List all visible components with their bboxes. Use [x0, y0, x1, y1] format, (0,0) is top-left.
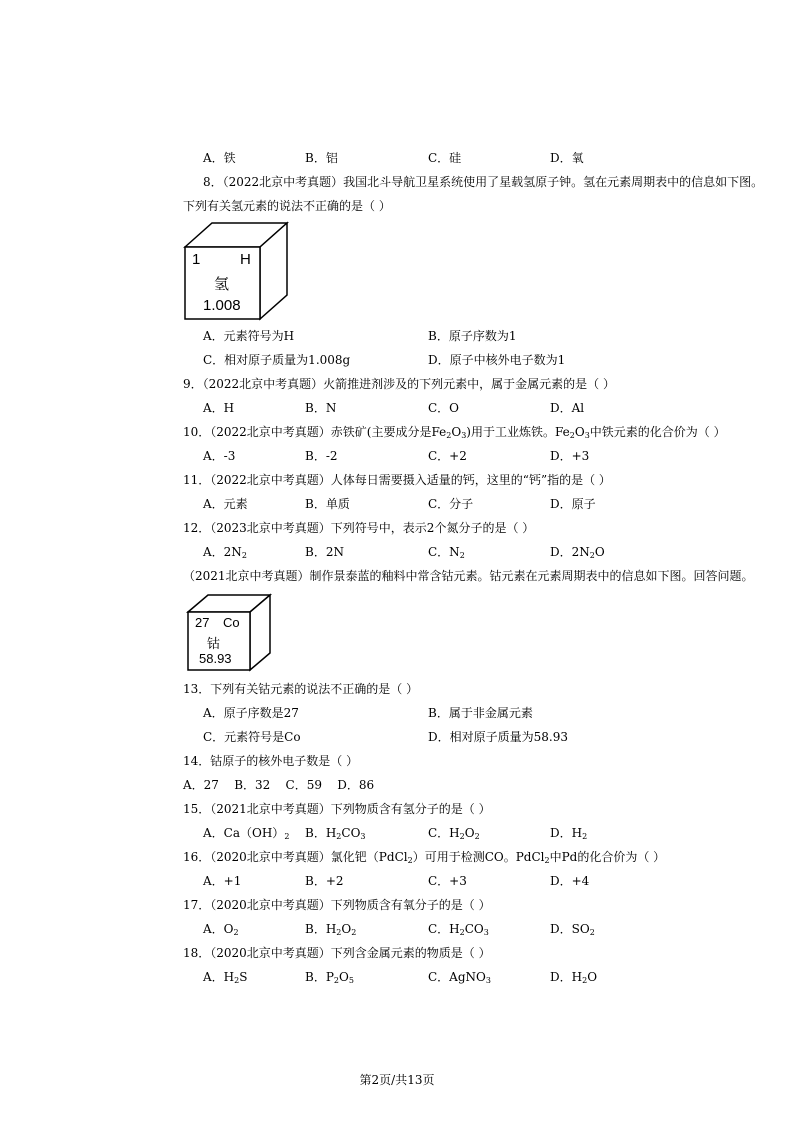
q10-option-c: C．+2 — [428, 449, 467, 463]
cobalt-name: 钴 — [207, 636, 221, 651]
q16-option-c: C．+3 — [428, 874, 467, 888]
q10-option-a: A．-3 — [203, 449, 236, 463]
page-footer: 第2页/共13页 — [359, 1073, 435, 1087]
hydrogen-element-cell — [184, 222, 290, 320]
hydrogen-name: 氢 — [214, 276, 230, 293]
cobalt-atomic-mass: 58.93 — [199, 651, 232, 666]
q13-option-b: B．属于非金属元素 — [428, 706, 533, 720]
q16-option-d: D．+4 — [550, 874, 590, 888]
q9-option-d: D．Al — [550, 401, 585, 415]
q18-option-a: A．$H_2S$ — [203, 970, 248, 985]
q10-option-b: B．-2 — [305, 449, 338, 463]
q15-option-c: C．$H_2O_2$ — [428, 826, 480, 841]
q18-option-b: B．$P_2O_5$ — [305, 970, 354, 985]
q15-option-a: A．$Ca(OH)_2$ — [203, 826, 290, 841]
q11-stem: 11．（2022北京中考真题）人体每日需要摄入适量的钙，这里的“钙”指的是（ ） — [183, 473, 611, 487]
q12-option-c: C．$N_2$ — [428, 545, 465, 560]
q13-option-d: D．相对原子质量为58.93 — [428, 730, 568, 744]
q12-option-b: B．2N — [305, 545, 344, 559]
q16-stem: 16．（2020北京中考真题）氯化钯（PdCl$_2$）可用于检测CO。PdCl$_2$中Pd的化合价为（ ） — [183, 850, 666, 865]
q8-stem-line2: 下列有关氢元素的说法不正确的是（ ） — [183, 199, 391, 213]
q8-option-d: D．原子中核外电子数为1 — [428, 353, 566, 367]
q14-options: A．27 B．32 C．59 D．86 — [183, 778, 375, 792]
q18-option-d: D．$H_2O$ — [550, 970, 598, 985]
cobalt-atomic-number: 27 — [195, 615, 210, 630]
q12-option-a: A．$2N_2$ — [203, 545, 247, 560]
q12-stem: 12．（2023北京中考真题）下列符号中，表示2个氮分子的是（ ） — [183, 521, 535, 535]
q17-option-c: C．$H_2CO_3$ — [428, 922, 489, 937]
q7-option-d: D．氧 — [550, 151, 584, 165]
cobalt-symbol: Co — [223, 615, 240, 630]
hydrogen-symbol: H — [240, 251, 251, 268]
q10-option-d: D．+3 — [550, 449, 590, 463]
q18-option-c: C．AgNO$_3$ — [428, 970, 491, 985]
q16-option-a: A．+1 — [203, 874, 242, 888]
q15-option-d: D．$H_2$ — [550, 826, 588, 841]
q11-option-a: A．元素 — [203, 497, 248, 511]
q13-option-a: A．原子序数是27 — [203, 706, 299, 720]
q17-option-d: D．$SO_2$ — [550, 922, 595, 937]
q18-stem: 18．（2020北京中考真题）下列含金属元素的物质是（ ） — [183, 946, 491, 960]
cobalt-element-cell — [187, 594, 273, 672]
q11-option-d: D．原子 — [550, 497, 596, 511]
q7-option-a: A．铁 — [203, 151, 236, 165]
q15-stem: 15．（2021北京中考真题）下列物质含有氢分子的是（ ） — [183, 802, 491, 816]
q9-stem: 9．（2022北京中考真题）火箭推进剂涉及的下列元素中，属于金属元素的是（ ） — [183, 377, 615, 391]
q14-stem: 14．钴原子的核外电子数是（ ） — [183, 754, 359, 768]
q11-option-b: B．单质 — [305, 497, 350, 511]
q8-option-b: B．原子序数为1 — [428, 329, 517, 343]
q13-option-c: C．元素符号是Co — [203, 730, 301, 744]
q16-option-b: B．+2 — [305, 874, 344, 888]
q11-option-c: C．分子 — [428, 497, 474, 511]
q7-option-c: C．硅 — [428, 151, 462, 165]
q13-stem: 13．下列有关钴元素的说法不正确的是（ ） — [183, 682, 419, 696]
hydrogen-atomic-mass: 1.008 — [203, 297, 241, 314]
q10-stem: 10．（2022北京中考真题）赤铁矿(主要成分是$Fe_2O_3$)用于工业炼铁。$Fe_2O_3$中铁元素的化合价为（ ） — [183, 425, 726, 440]
q8-stem-line1: 8．（2022北京中考真题）我国北斗导航卫星系统使用了星载氢原子钟。氢在元素周期表中的信息如下图。 — [203, 175, 764, 189]
q7-option-b: B．铝 — [305, 151, 338, 165]
q17-option-b: B．$H_2O_2$ — [305, 922, 357, 937]
q9-option-b: B．N — [305, 401, 337, 415]
q17-stem: 17．（2020北京中考真题）下列物质含有氧分子的是（ ） — [183, 898, 491, 912]
q15-option-b: B．$H_2CO_3$ — [305, 826, 366, 841]
q9-option-c: C．O — [428, 401, 460, 415]
q12-option-d: D．$2N_2O$ — [550, 545, 605, 560]
cobalt-intro: （2021北京中考真题）制作景泰蓝的釉料中常含钴元素。钴元素在元素周期表中的信息如下图。回答问题。 — [183, 569, 754, 583]
hydrogen-atomic-number: 1 — [192, 251, 201, 268]
q17-option-a: A．$O_2$ — [203, 922, 239, 937]
q9-option-a: A．H — [203, 401, 235, 415]
q8-option-c: C．相对原子质量为1.008g — [203, 353, 351, 367]
q8-option-a: A．元素符号为H — [203, 329, 295, 343]
